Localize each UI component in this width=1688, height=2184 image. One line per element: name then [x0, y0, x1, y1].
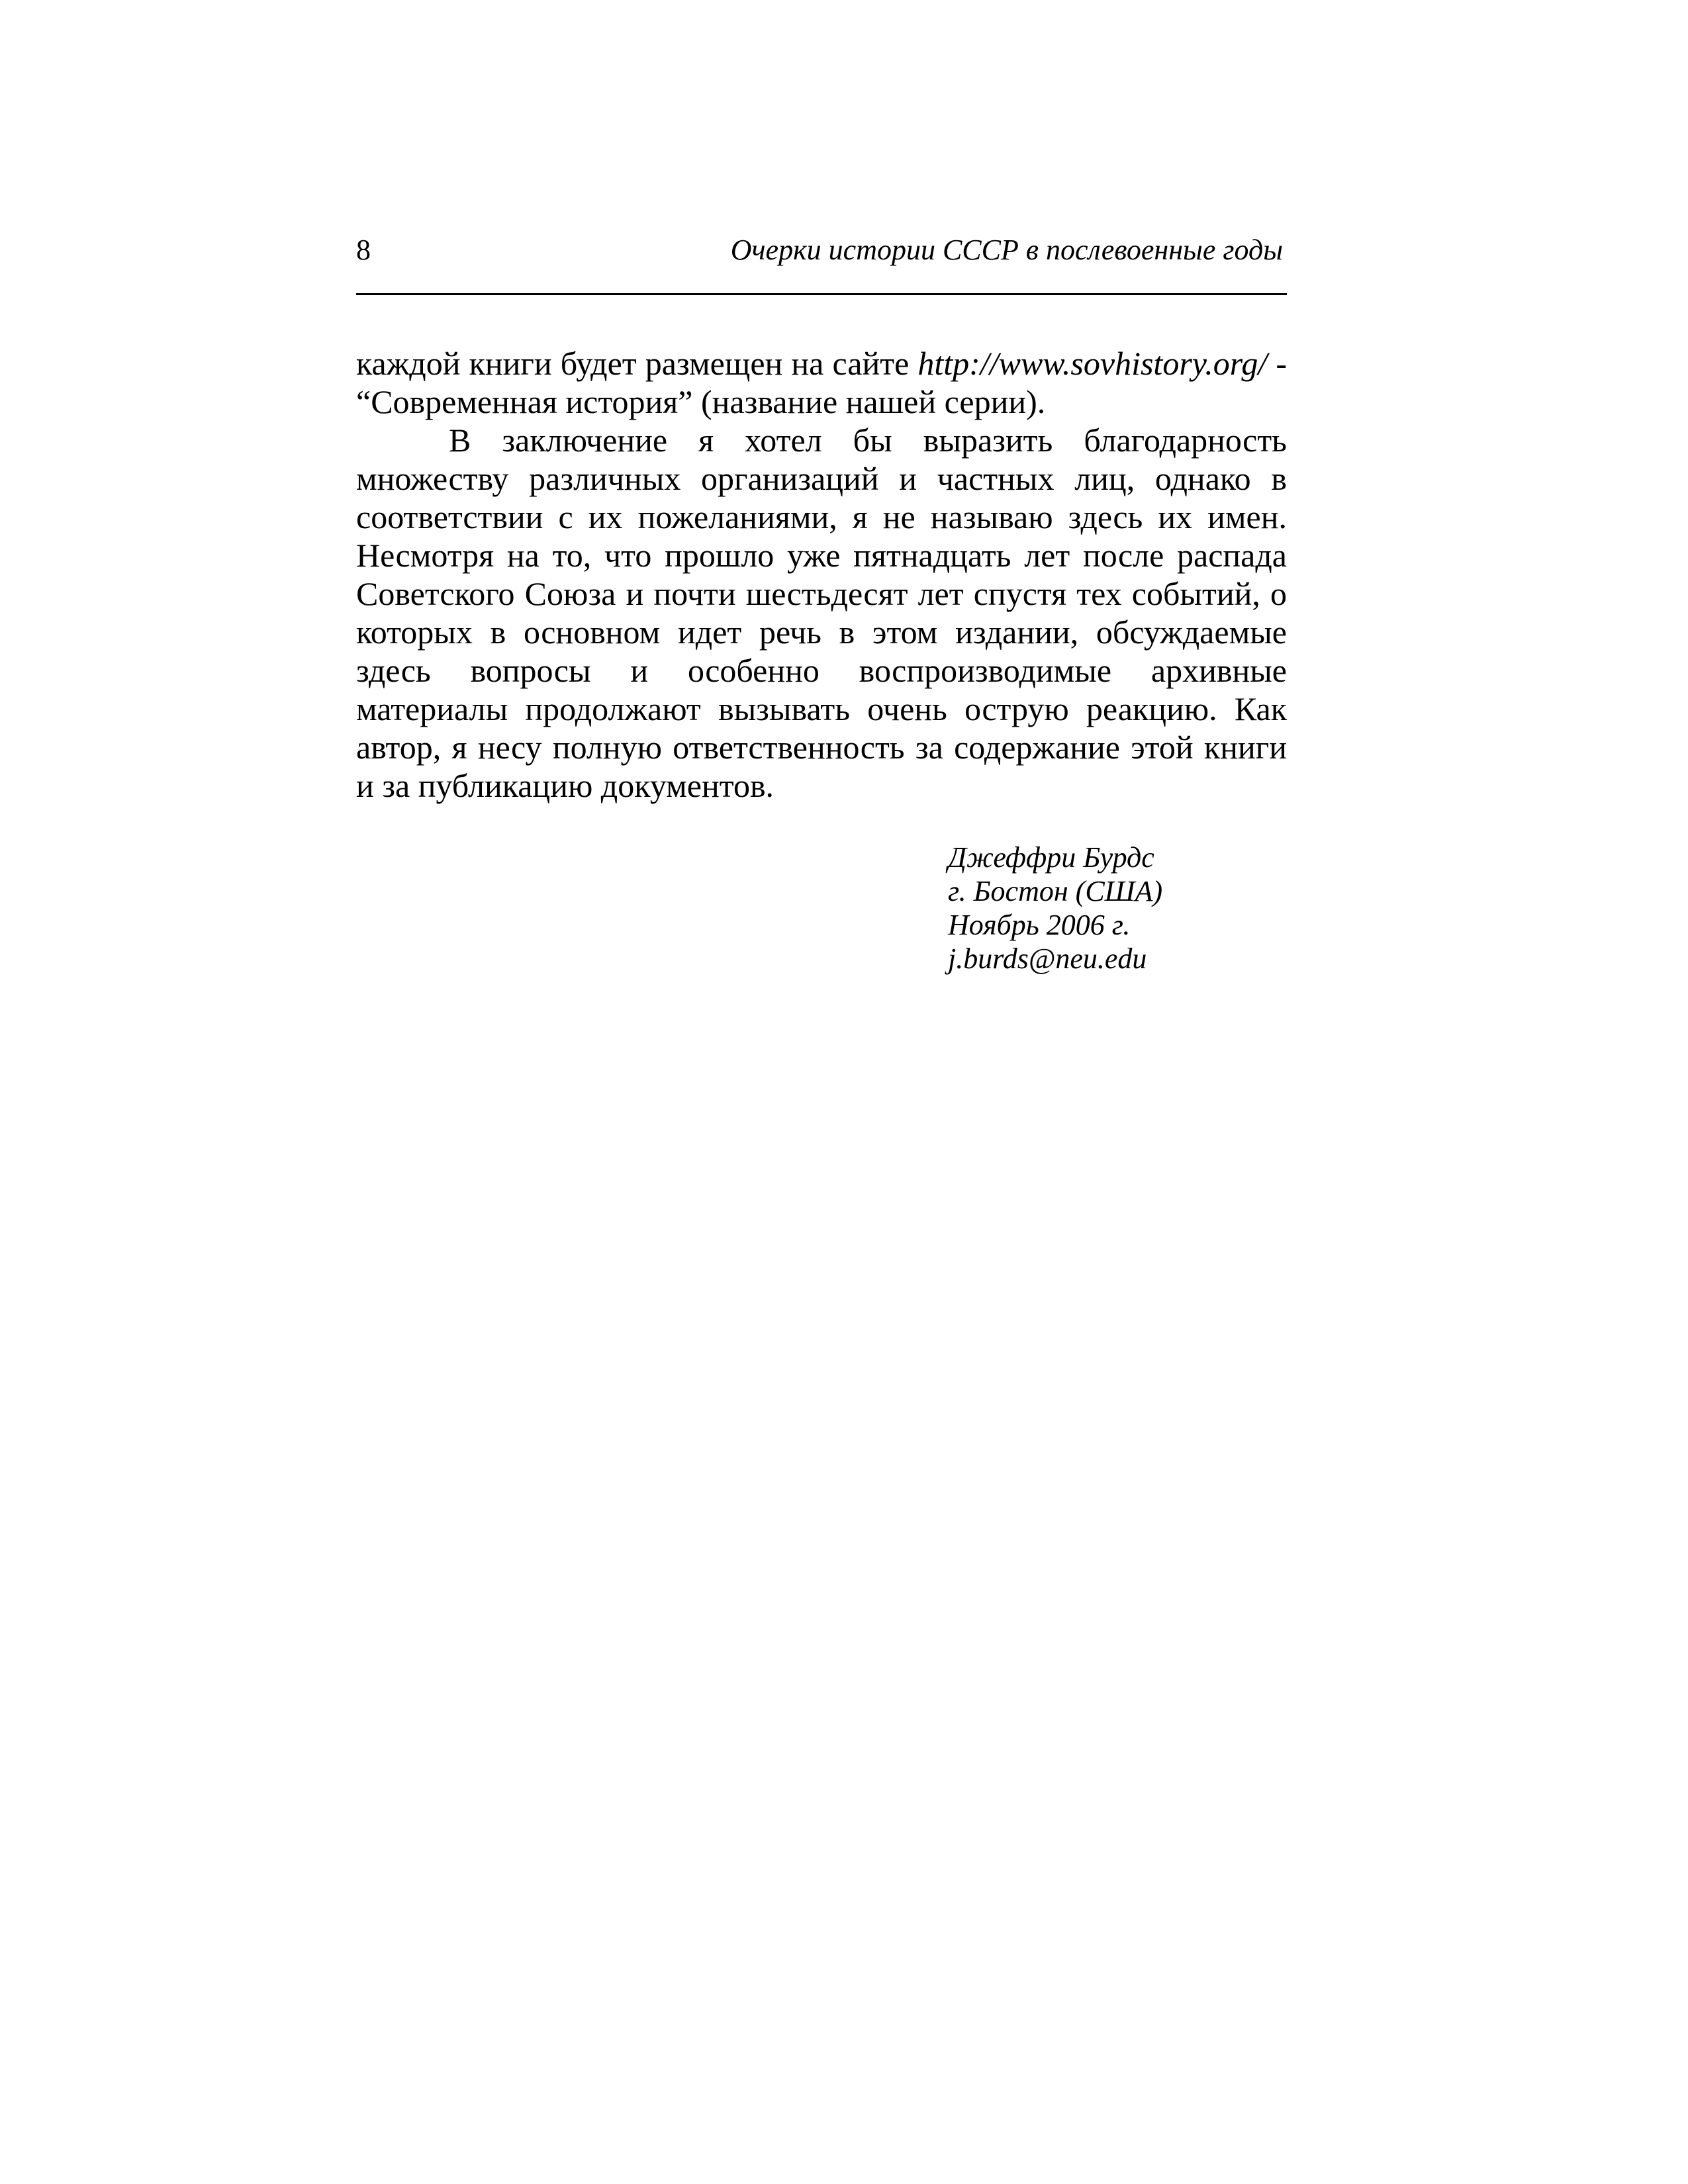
paragraph-1-lead: каждой книги будет размещен на сайте: [356, 345, 918, 382]
author-name: Джеффри Бурдс: [948, 841, 1154, 874]
author-location: г. Бостон (США): [948, 875, 1163, 907]
page-number: 8: [356, 234, 371, 266]
header-divider: [356, 293, 1287, 295]
paragraph-1: [356, 344, 1287, 421]
signature-date: Ноябрь 2006 г.: [948, 909, 1131, 941]
paragraph-2: В заключение я хотел бы выразить благодарность множеству различных организаций и частных лиц, однако в соответствии с их пожеланиями, я не называю здесь их имен. Несмотря на то, что прошло уже пятнадцать лет после распада Советского Союза и почти шестьдесят лет спустя тех событий, о которых в основном идет речь в этом издании, обсуждаемые здесь вопросы и особенно воспроизводимые архивные материалы продолжают вызывать очень острую реакцию. Как автор, я несу полную ответственность за содержание этой книги и за публикацию документов.: [356, 422, 1287, 804]
paragraph-1-tail: - “Современная история” (название нашей серии).: [356, 345, 1287, 420]
website-link[interactable]: http://www.sovhistory.org/: [917, 345, 1268, 382]
running-header-title: Очерки истории СССР в послевоенные годы: [730, 234, 1283, 266]
author-email[interactable]: j.burds@neu.edu: [948, 942, 1147, 975]
main-text: [356, 344, 1287, 805]
signature-block: [948, 841, 1162, 976]
